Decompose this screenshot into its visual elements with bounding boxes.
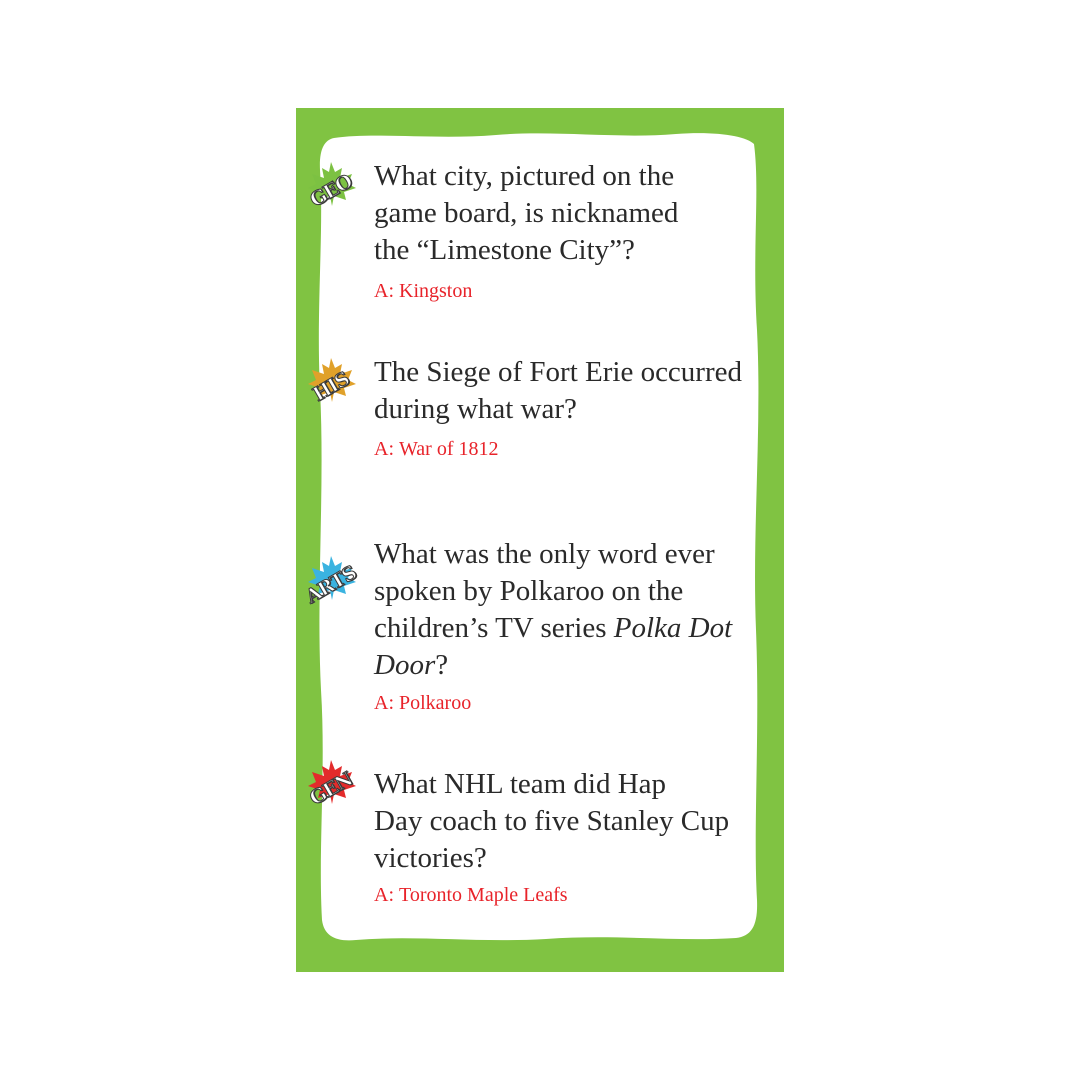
question-line: during what war? <box>374 393 577 425</box>
question-line: What NHL team did Hap <box>374 768 667 800</box>
question-line: What city, pictured on the <box>374 160 675 192</box>
show-title-italic: Door <box>374 649 436 681</box>
question-line <box>374 610 760 647</box>
category-badge-gen <box>298 758 370 818</box>
category-label: GEN <box>305 768 357 810</box>
show-title-italic: Polka Dot <box>613 612 733 644</box>
category-badge-geo <box>298 160 370 220</box>
question-line: spoken by Polkaroo on the <box>374 575 684 607</box>
answer-prefix: A: <box>374 884 394 906</box>
category-label: HIS <box>309 368 353 406</box>
question-text <box>374 766 760 877</box>
question-line-plain: children’s TV series <box>374 612 614 644</box>
answer-prefix: A: <box>374 280 394 302</box>
question-line: Day coach to five Stanley Cup <box>374 805 730 837</box>
question-line: victories? <box>374 842 487 874</box>
category-badge-his <box>298 356 370 416</box>
answer-prefix: A: <box>374 692 394 714</box>
category-badge-arts <box>298 554 370 614</box>
answer-text: Toronto Maple Leafs <box>399 884 568 906</box>
question-line <box>374 647 760 684</box>
answer-text: War of 1812 <box>399 438 499 460</box>
answer-text: Kingston <box>399 280 473 302</box>
answer-text: Polkaroo <box>399 692 472 714</box>
question-line: The Siege of Fort Erie occurred <box>374 356 742 388</box>
category-label: ARTS <box>302 561 360 609</box>
answer-prefix: A: <box>374 438 394 460</box>
card-panel <box>302 130 760 942</box>
answer <box>374 692 471 715</box>
answer <box>374 884 568 907</box>
answer <box>374 280 472 303</box>
question-text <box>374 158 760 269</box>
answer <box>374 438 498 461</box>
question-line-plain: ? <box>435 649 449 681</box>
question-line: the “Limestone City”? <box>374 234 635 266</box>
question-line: game board, is nicknamed <box>374 197 679 229</box>
question-text <box>374 354 760 428</box>
question-line: What was the only word ever <box>374 538 715 570</box>
category-label: GEO <box>306 170 356 212</box>
question-text <box>374 536 760 684</box>
